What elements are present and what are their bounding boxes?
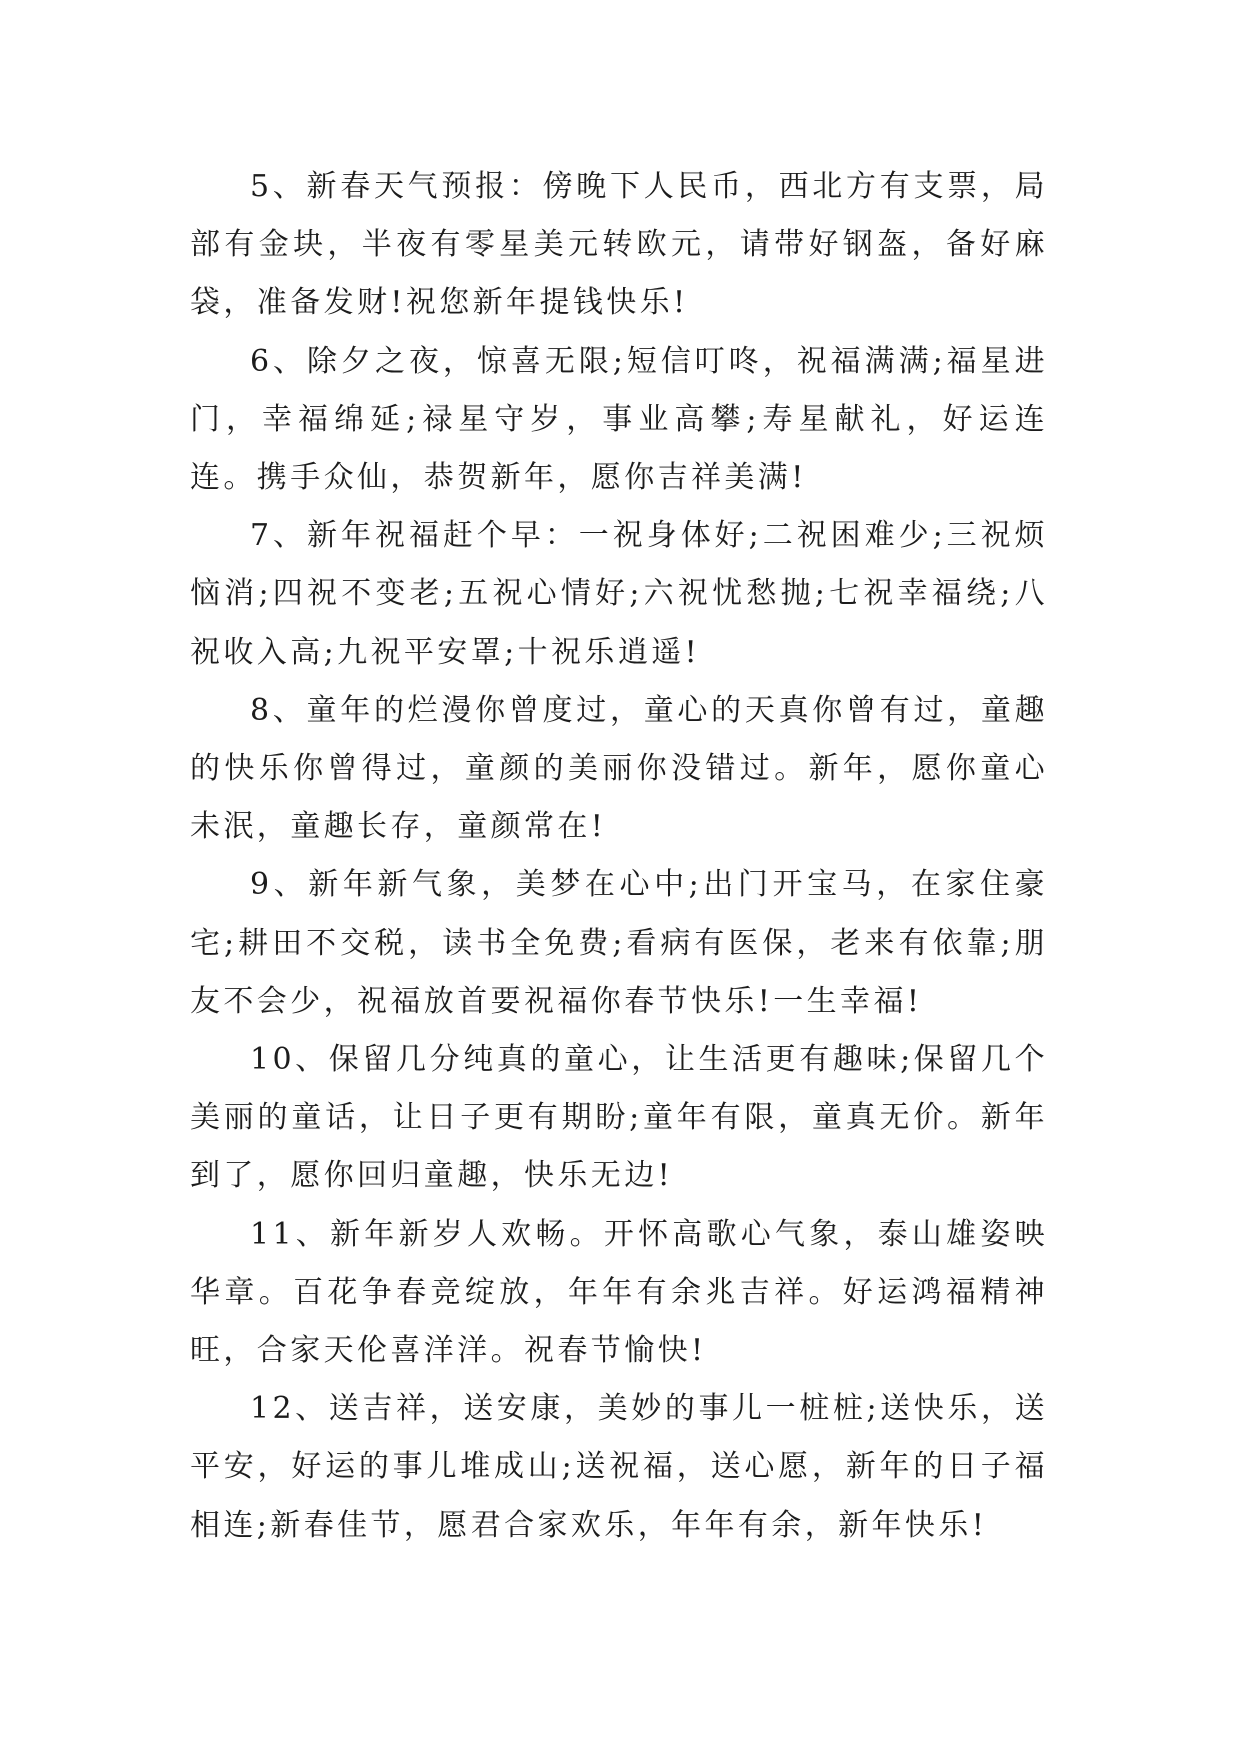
paragraph-7: 7、新年祝福赶个早：一祝身体好;二祝困难少;三祝烦恼消;四祝不变老;五祝心情好;六祝忧愁抛;七祝幸福绕;八祝收入高;九祝平安罩;十祝乐逍遥!	[190, 518, 1048, 670]
paragraph-6: 6、除夕之夜，惊喜无限;短信叮咚，祝福满满;福星进门，幸福绵延;禄星守岁，事业高攀;寿星献礼，好运连连。携手众仙，恭贺新年，愿你吉祥美满!	[190, 343, 1048, 496]
paragraph-9: 9、新年新气象，美梦在心中;出门开宝马，在家住豪宅;耕田不交税，读书全免费;看病有医保，老来有依靠;朋友不会少，祝福放首要祝福你春节快乐!一生幸福!	[190, 867, 1048, 1019]
paragraph-12: 12、送吉祥，送安康，美妙的事儿一桩桩;送快乐，送平安，好运的事儿堆成山;送祝福，送心愿，新年的日子福相连;新春佳节，愿君合家欢乐，年年有余，新年快乐!	[190, 1391, 1048, 1543]
paragraph-11: 11、新年新岁人欢畅。开怀高歌心气象，泰山雄姿映华章。百花争春竞绽放，年年有余兆吉祥。好运鸿福精神旺，合家天伦喜洋洋。祝春节愉快!	[190, 1216, 1048, 1369]
paragraph-5: 5、新春天气预报：傍晚下人民币，西北方有支票，局部有金块，半夜有零星美元转欧元，请带好钢盔，备好麻袋，准备发财!祝您新年提钱快乐!	[190, 169, 1048, 321]
paragraph-10: 10、保留几分纯真的童心，让生活更有趣味;保留几个美丽的童话，让日子更有期盼;童年有限，童真无价。新年到了，愿你回归童趣，快乐无边!	[190, 1042, 1048, 1194]
paragraph-8: 8、童年的烂漫你曾度过，童心的天真你曾有过，童趣的快乐你曾得过，童颜的美丽你没错过。新年，愿你童心未泯，童趣长存，童颜常在!	[190, 692, 1048, 845]
document-body	[190, 158, 1048, 1555]
